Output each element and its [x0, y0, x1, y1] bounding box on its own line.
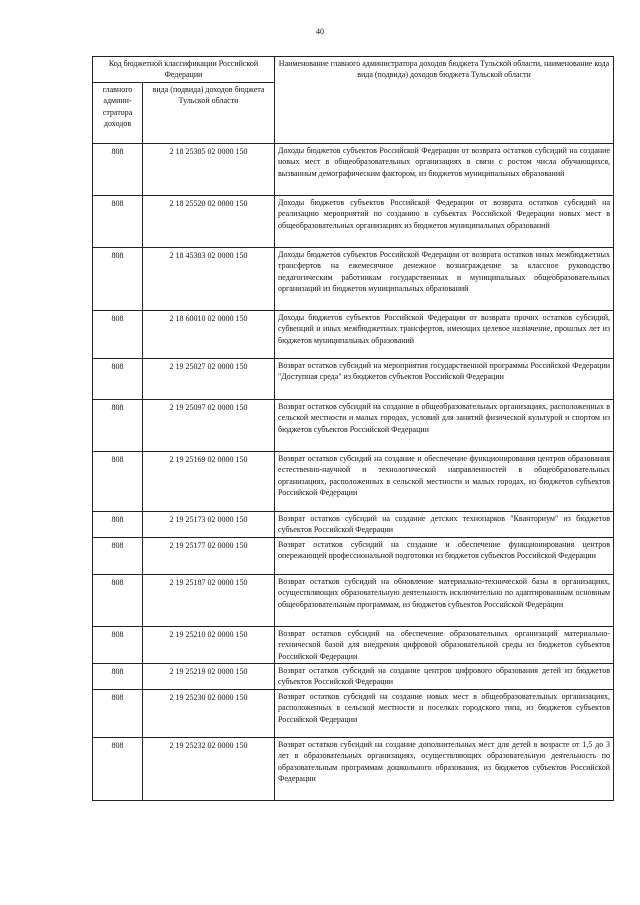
table-row — [93, 626, 614, 663]
admin-code-cell: 808 — [93, 738, 143, 801]
revenue-code-cell: 2 19 25219 02 0000 150 — [143, 664, 275, 690]
revenue-name-cell: Возврат остатков субсидий на обновление материально-технической базы в организациях, осуществляющих образовательную деятельность исключительно по адаптированным основным общеобразовательным программам, из бюджетов субъектов Российской Федерации — [275, 574, 614, 626]
revenue-name-cell: Возврат остатков субсидий на создание в общеобразовательных организациях, расположенных в сельской местности и малых городах, условий для занятий физической культурой и спортом из бюджетов субъектов Российской Федерации — [275, 399, 614, 451]
revenue-name-cell: Возврат остатков субсидий на создание детских технопарков "Кванториум" из бюджетов субъектов Российской Федерации — [275, 511, 614, 537]
revenue-code-cell: 2 19 25097 02 0000 150 — [143, 399, 275, 451]
revenue-name-cell: Возврат остатков субсидий на создание дополнительных мест для детей в возрасте от 1,5 до 3 лет в образовательных организациях, осуществляющих образовательную деятельность по образовательным программам дошкольного образования, из бюджетов субъектов Российской Федерации — [275, 738, 614, 801]
header-row-top — [93, 57, 614, 83]
table-row — [93, 247, 614, 310]
table-row — [93, 310, 614, 358]
table-row — [93, 451, 614, 511]
revenue-code-cell: 2 19 25230 02 0000 150 — [143, 690, 275, 738]
page-number: 40 — [316, 27, 324, 36]
admin-code-cell: 808 — [93, 451, 143, 511]
revenue-code-cell: 2 19 25173 02 0000 150 — [143, 511, 275, 537]
revenue-name-cell: Возврат остатков субсидий на создание новых мест в общеобразовательных организациях, расположенных в сельской местности и поселках городского типа, из бюджетов субъектов Российской Федерации — [275, 690, 614, 738]
revenue-code-cell: 2 19 25177 02 0000 150 — [143, 537, 275, 574]
kbk-header: Код бюджетной классификации Российской Федерации — [93, 57, 275, 83]
table-row — [93, 738, 614, 801]
table-row — [93, 574, 614, 626]
revenue-name-cell: Доходы бюджетов субъектов Российской Федерации от возврата остатков иных межбюджетных трансфертов на ежемесячное денежное вознаграждение за классное руководство педагогическим работникам государственных и муниципальных общеобразовательных организаций из бюджетов муниципальных образований — [275, 247, 614, 310]
admin-code-cell: 808 — [93, 143, 143, 195]
table-row — [93, 664, 614, 690]
revenue-code-cell: 2 18 25305 02 0000 150 — [143, 143, 275, 195]
revenue-name-cell: Доходы бюджетов субъектов Российской Федерации от возврата остатков субсидий на реализацию мероприятий по созданию в субъектах Российской Федерации новых мест в общеобразовательных организациях из бюджетов муниципальных образований — [275, 195, 614, 247]
admin-code-cell: 808 — [93, 626, 143, 663]
admin-code-cell: 808 — [93, 195, 143, 247]
admin-header: главного админи-стратора доходов — [93, 82, 143, 143]
table-row — [93, 537, 614, 574]
revenue-code-cell: 2 19 25210 02 0000 150 — [143, 626, 275, 663]
table-row — [93, 511, 614, 537]
revenue-name-cell: Возврат остатков субсидий на создание и обеспечение функционирования центров образования естественно-научной и технологической направленностей в общеобразовательных организациях, расположенных в сельской местности и малых городах, из бюджетов субъектов Российской Федерации — [275, 451, 614, 511]
table-row — [93, 358, 614, 399]
revenue-name-cell: Возврат остатков субсидий на создание центров цифрового образования детей из бюджетов субъектов Российской Федерации — [275, 664, 614, 690]
revenue-code-cell: 2 18 45303 02 0000 150 — [143, 247, 275, 310]
revenue-code-cell: 2 19 25187 02 0000 150 — [143, 574, 275, 626]
revenue-code-cell: 2 18 25520 02 0000 150 — [143, 195, 275, 247]
revenue-code-cell: 2 19 25232 02 0000 150 — [143, 738, 275, 801]
revenue-name-cell: Доходы бюджетов субъектов Российской Федерации от возврата прочих остатков субсидий, субвенций и иных межбюджетных трансфертов, имеющих целевое назначение, прошлых лет из бюджетов муниципальных образований — [275, 310, 614, 358]
table-row — [93, 195, 614, 247]
name-header: Наименование главного администратора доходов бюджета Тульской области, наименование кода вида (подвида) доходов бюджета Тульской области — [275, 57, 614, 144]
table-row — [93, 690, 614, 738]
revenue-name-cell: Возврат остатков субсидий на создание и обеспечение функционирования центров опережающей профессиональной подготовки из бюджетов субъектов Российской Федерации — [275, 537, 614, 574]
revenue-name-cell: Возврат остатков субсидий на обеспечение образовательных организаций материально-технической базой для внедрения цифровой образовательной среды из бюджетов субъектов Российской Федерации — [275, 626, 614, 663]
admin-code-cell: 808 — [93, 537, 143, 574]
revenue-classification-table — [92, 56, 614, 801]
admin-code-cell: 808 — [93, 664, 143, 690]
revenue-code-cell: 2 19 25027 02 0000 150 — [143, 358, 275, 399]
admin-code-cell: 808 — [93, 511, 143, 537]
revenue-code-cell: 2 18 60010 02 0000 150 — [143, 310, 275, 358]
admin-code-cell: 808 — [93, 358, 143, 399]
revenue-code-cell: 2 19 25169 02 0000 150 — [143, 451, 275, 511]
admin-code-cell: 808 — [93, 310, 143, 358]
admin-code-cell: 808 — [93, 574, 143, 626]
admin-code-cell: 808 — [93, 690, 143, 738]
table-row — [93, 399, 614, 451]
revenue-name-cell: Доходы бюджетов субъектов Российской Федерации от возврата остатков субсидий на создание новых мест в общеобразовательных организациях в связи с ростом числа обучающихся, вызванным демографическим фактором, из бюджетов муниципальных образований — [275, 143, 614, 195]
admin-code-cell: 808 — [93, 247, 143, 310]
revenue-code-header: вида (подвида) доходов бюджета Тульской области — [143, 82, 275, 143]
table-row — [93, 143, 614, 195]
revenue-name-cell: Возврат остатков субсидий на мероприятия государственной программы Российской Федерации "Доступная среда" из бюджетов субъектов Российской Федерации — [275, 358, 614, 399]
admin-code-cell: 808 — [93, 399, 143, 451]
